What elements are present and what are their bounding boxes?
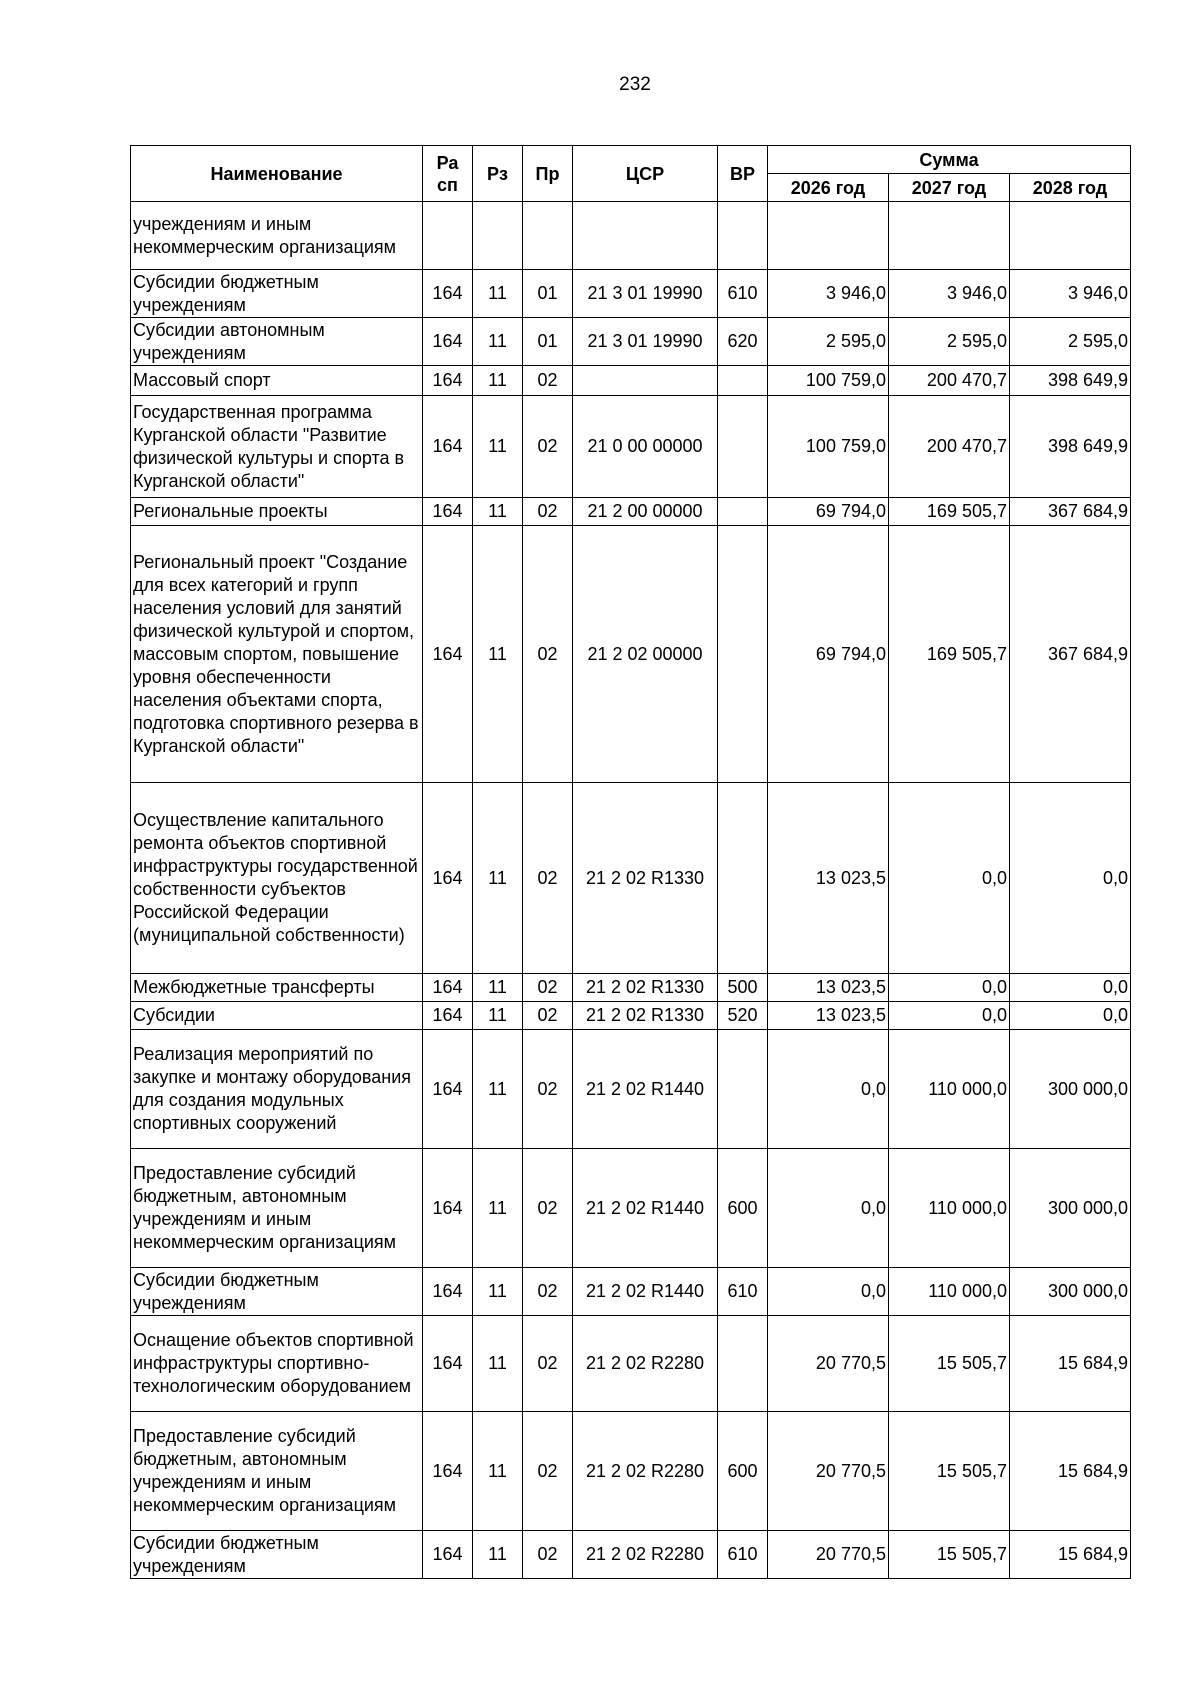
- row-rasp: 164: [423, 1412, 473, 1531]
- row-value-2027: 15 505,7: [889, 1412, 1010, 1531]
- header-pr: Пр: [523, 146, 573, 202]
- row-vr: 610: [718, 1531, 768, 1579]
- row-value-2027: 169 505,7: [889, 498, 1010, 526]
- row-value-2028: 15 684,9: [1010, 1531, 1131, 1579]
- row-vr: [718, 202, 768, 270]
- row-vr: 610: [718, 270, 768, 318]
- row-name: Субсидии бюджетным учреждениям: [131, 1531, 423, 1579]
- row-value-2028: 300 000,0: [1010, 1030, 1131, 1149]
- row-name: Государственная программа Курганской области "Развитие физической культуры и спорта в Курганской области": [131, 396, 423, 498]
- row-pr: 02: [523, 396, 573, 498]
- row-value-2028: 398 649,9: [1010, 366, 1131, 396]
- row-name: Массовый спорт: [131, 366, 423, 396]
- row-pr: 02: [523, 366, 573, 396]
- page-number: 232: [619, 74, 651, 95]
- row-value-2028: 3 946,0: [1010, 270, 1131, 318]
- table-row: [131, 270, 1131, 318]
- row-pr: 02: [523, 1316, 573, 1412]
- table-row: [131, 202, 1131, 270]
- row-name: Региональный проект "Создание для всех категорий и групп населения условий для занятий физической культурой и спортом, массовым спортом, повышение уровня обеспеченности населения объектами спорта, подготовка спортивного резерва в Курганской области": [131, 526, 423, 783]
- table-header: [131, 146, 1131, 202]
- row-pr: 02: [523, 974, 573, 1002]
- row-value-2027: 110 000,0: [889, 1268, 1010, 1316]
- table-row: [131, 396, 1131, 498]
- row-rz: 11: [473, 1268, 523, 1316]
- row-value-2027: 15 505,7: [889, 1316, 1010, 1412]
- row-vr: [718, 366, 768, 396]
- header-rasp: Ра сп: [423, 146, 473, 202]
- header-vr: ВР: [718, 146, 768, 202]
- row-rz: 11: [473, 1002, 523, 1030]
- table-row: [131, 318, 1131, 366]
- row-rz: 11: [473, 783, 523, 974]
- row-csr: 21 2 02 R2280: [573, 1531, 718, 1579]
- row-rasp: 164: [423, 1268, 473, 1316]
- row-rz: 11: [473, 1531, 523, 1579]
- row-csr: 21 2 02 R2280: [573, 1412, 718, 1531]
- row-name: Региональные проекты: [131, 498, 423, 526]
- row-vr: 600: [718, 1412, 768, 1531]
- table-row: [131, 526, 1131, 783]
- row-value-2027: 110 000,0: [889, 1149, 1010, 1268]
- row-pr: 02: [523, 1002, 573, 1030]
- row-rasp: 164: [423, 270, 473, 318]
- row-value-2026: 20 770,5: [768, 1316, 889, 1412]
- row-vr: 610: [718, 1268, 768, 1316]
- row-name: Предоставление субсидий бюджетным, автономным учреждениям и иным некоммерческим организациям: [131, 1149, 423, 1268]
- row-csr: 21 3 01 19990: [573, 270, 718, 318]
- row-value-2028: 15 684,9: [1010, 1412, 1131, 1531]
- row-value-2026: 3 946,0: [768, 270, 889, 318]
- row-value-2028: [1010, 202, 1131, 270]
- row-pr: 02: [523, 1149, 573, 1268]
- header-year-2026: 2026 год: [768, 174, 889, 202]
- row-value-2027: 15 505,7: [889, 1531, 1010, 1579]
- row-value-2028: 0,0: [1010, 974, 1131, 1002]
- row-rasp: 164: [423, 1316, 473, 1412]
- header-year-2027: 2027 год: [889, 174, 1010, 202]
- table-row: [131, 974, 1131, 1002]
- row-value-2026: 0,0: [768, 1030, 889, 1149]
- row-value-2028: 2 595,0: [1010, 318, 1131, 366]
- row-name: Субсидии бюджетным учреждениям: [131, 1268, 423, 1316]
- row-rasp: 164: [423, 498, 473, 526]
- row-csr: [573, 366, 718, 396]
- row-csr: 21 2 02 R2280: [573, 1316, 718, 1412]
- table-row: [131, 1149, 1131, 1268]
- row-rasp: 164: [423, 366, 473, 396]
- row-rz: 11: [473, 270, 523, 318]
- row-vr: 520: [718, 1002, 768, 1030]
- row-name: Предоставление субсидий бюджетным, автономным учреждениям и иным некоммерческим организациям: [131, 1412, 423, 1531]
- header-csr: ЦСР: [573, 146, 718, 202]
- table-row: [131, 1316, 1131, 1412]
- table-row: [131, 1030, 1131, 1149]
- row-value-2026: 0,0: [768, 1149, 889, 1268]
- row-value-2027: 0,0: [889, 1002, 1010, 1030]
- budget-table: [130, 145, 1131, 1579]
- row-rz: 11: [473, 498, 523, 526]
- row-csr: 21 2 02 R1330: [573, 1002, 718, 1030]
- row-pr: 02: [523, 1412, 573, 1531]
- row-pr: 02: [523, 1268, 573, 1316]
- row-rz: [473, 202, 523, 270]
- row-pr: 02: [523, 526, 573, 783]
- header-name: Наименование: [131, 146, 423, 202]
- row-name: учреждениям и иным некоммерческим организациям: [131, 202, 423, 270]
- row-value-2026: 13 023,5: [768, 783, 889, 974]
- row-name: Субсидии бюджетным учреждениям: [131, 270, 423, 318]
- row-rz: 11: [473, 1149, 523, 1268]
- row-name: Оснащение объектов спортивной инфраструктуры спортивно-технологическим оборудованием: [131, 1316, 423, 1412]
- row-rz: 11: [473, 974, 523, 1002]
- row-value-2026: 0,0: [768, 1268, 889, 1316]
- row-csr: 21 2 02 R1330: [573, 783, 718, 974]
- header-rz: Рз: [473, 146, 523, 202]
- row-rasp: 164: [423, 1030, 473, 1149]
- row-name: Субсидии: [131, 1002, 423, 1030]
- header-year-2028: 2028 год: [1010, 174, 1131, 202]
- row-value-2028: 300 000,0: [1010, 1268, 1131, 1316]
- row-rasp: 164: [423, 526, 473, 783]
- table-row: [131, 366, 1131, 396]
- row-pr: 01: [523, 318, 573, 366]
- row-vr: [718, 526, 768, 783]
- row-name: Осуществление капитального ремонта объектов спортивной инфраструктуры государственной собственности субъектов Российской Федерации (муниципальной собственности): [131, 783, 423, 974]
- row-pr: 02: [523, 498, 573, 526]
- row-vr: 620: [718, 318, 768, 366]
- row-value-2027: 3 946,0: [889, 270, 1010, 318]
- row-value-2026: 69 794,0: [768, 498, 889, 526]
- row-value-2026: 13 023,5: [768, 1002, 889, 1030]
- table-row: [131, 498, 1131, 526]
- table-row: [131, 1531, 1131, 1579]
- row-rz: 11: [473, 1030, 523, 1149]
- row-csr: 21 2 02 R1330: [573, 974, 718, 1002]
- row-value-2026: 20 770,5: [768, 1412, 889, 1531]
- row-csr: 21 2 02 R1440: [573, 1268, 718, 1316]
- row-value-2028: 15 684,9: [1010, 1316, 1131, 1412]
- row-pr: 02: [523, 1531, 573, 1579]
- row-rz: 11: [473, 366, 523, 396]
- row-pr: 02: [523, 783, 573, 974]
- row-rasp: 164: [423, 1149, 473, 1268]
- row-value-2028: 367 684,9: [1010, 498, 1131, 526]
- row-csr: 21 2 00 00000: [573, 498, 718, 526]
- row-value-2026: 100 759,0: [768, 366, 889, 396]
- row-value-2027: [889, 202, 1010, 270]
- table-row: [131, 1412, 1131, 1531]
- row-csr: 21 0 00 00000: [573, 396, 718, 498]
- row-rasp: 164: [423, 1002, 473, 1030]
- row-vr: [718, 1316, 768, 1412]
- row-value-2026: 20 770,5: [768, 1531, 889, 1579]
- row-name: Реализация мероприятий по закупке и монтажу оборудования для создания модульных спортивных сооружений: [131, 1030, 423, 1149]
- row-csr: 21 2 02 R1440: [573, 1149, 718, 1268]
- table-row: [131, 783, 1131, 974]
- row-value-2028: 367 684,9: [1010, 526, 1131, 783]
- row-csr: 21 3 01 19990: [573, 318, 718, 366]
- row-csr: [573, 202, 718, 270]
- row-value-2026: 100 759,0: [768, 396, 889, 498]
- row-value-2026: 69 794,0: [768, 526, 889, 783]
- row-pr: [523, 202, 573, 270]
- row-rz: 11: [473, 318, 523, 366]
- row-vr: 600: [718, 1149, 768, 1268]
- row-pr: 01: [523, 270, 573, 318]
- row-value-2028: 398 649,9: [1010, 396, 1131, 498]
- row-vr: 500: [718, 974, 768, 1002]
- row-rz: 11: [473, 396, 523, 498]
- row-name: Субсидии автономным учреждениям: [131, 318, 423, 366]
- row-csr: 21 2 02 00000: [573, 526, 718, 783]
- row-value-2028: 0,0: [1010, 783, 1131, 974]
- row-value-2027: 169 505,7: [889, 526, 1010, 783]
- row-rasp: 164: [423, 318, 473, 366]
- row-vr: [718, 396, 768, 498]
- row-csr: 21 2 02 R1440: [573, 1030, 718, 1149]
- row-value-2027: 0,0: [889, 783, 1010, 974]
- row-value-2027: 110 000,0: [889, 1030, 1010, 1149]
- row-value-2027: 200 470,7: [889, 366, 1010, 396]
- row-rasp: [423, 202, 473, 270]
- row-value-2026: [768, 202, 889, 270]
- row-value-2026: 13 023,5: [768, 974, 889, 1002]
- row-value-2027: 200 470,7: [889, 396, 1010, 498]
- row-value-2027: 2 595,0: [889, 318, 1010, 366]
- row-value-2027: 0,0: [889, 974, 1010, 1002]
- row-value-2026: 2 595,0: [768, 318, 889, 366]
- table-row: [131, 1002, 1131, 1030]
- row-rz: 11: [473, 1316, 523, 1412]
- row-rz: 11: [473, 526, 523, 783]
- row-rasp: 164: [423, 396, 473, 498]
- row-rasp: 164: [423, 783, 473, 974]
- header-summa: Сумма: [768, 146, 1131, 174]
- row-pr: 02: [523, 1030, 573, 1149]
- row-value-2028: 0,0: [1010, 1002, 1131, 1030]
- row-name: Межбюджетные трансферты: [131, 974, 423, 1002]
- table-row: [131, 1268, 1131, 1316]
- row-vr: [718, 783, 768, 974]
- table-body: [131, 202, 1131, 1579]
- row-rasp: 164: [423, 1531, 473, 1579]
- row-rasp: 164: [423, 974, 473, 1002]
- row-vr: [718, 498, 768, 526]
- row-vr: [718, 1030, 768, 1149]
- row-value-2028: 300 000,0: [1010, 1149, 1131, 1268]
- row-rz: 11: [473, 1412, 523, 1531]
